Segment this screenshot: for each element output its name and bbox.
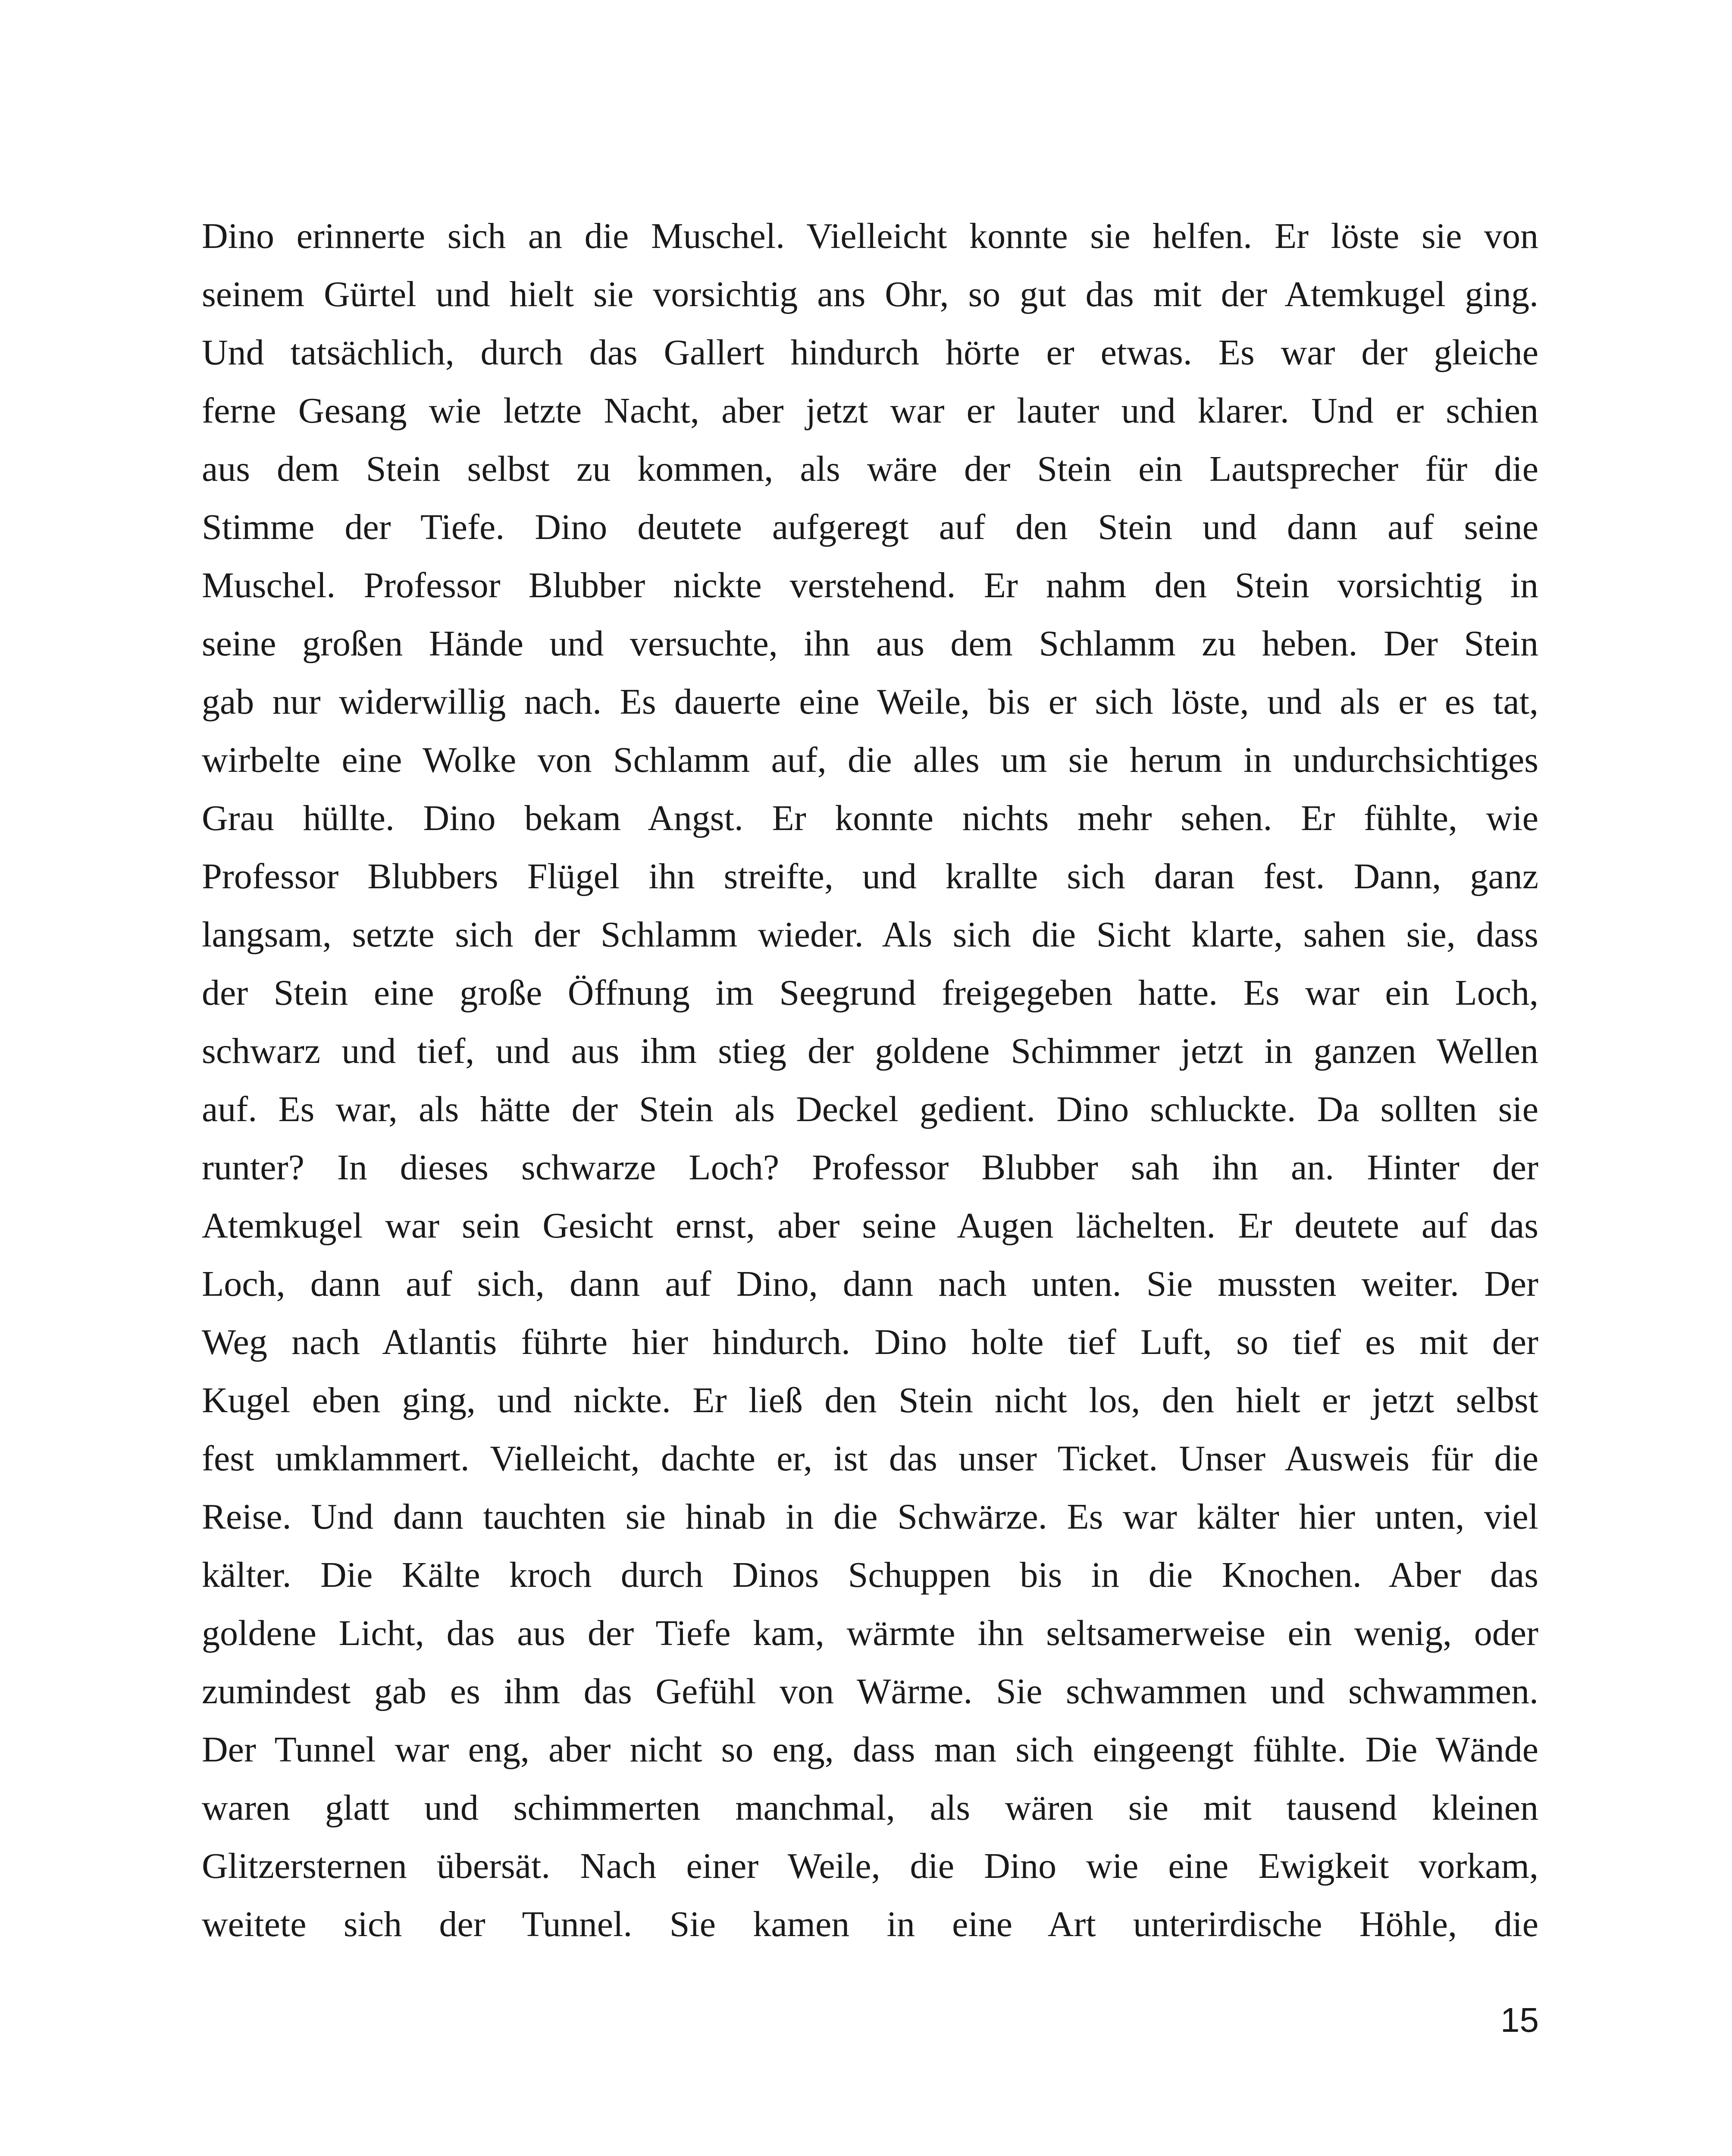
text-line: Reise. Und dann tauchten sie hinab in die Schwärze. Es war kälter hier unten, viel [202,1497,1538,1537]
text-line: waren glatt und schimmerten manchmal, als wären sie mit tausend kleinen [202,1788,1538,1828]
text-line: goldene Licht, das aus der Tiefe kam, wärmte ihn seltsamerweise ein wenig, oder [202,1613,1538,1653]
text-line: gab nur widerwillig nach. Es dauerte eine Weile, bis er sich löste, und als er es tat, [202,682,1538,722]
text-line: seine großen Hände und versuchte, ihn aus dem Schlamm zu heben. Der Stein [202,624,1538,664]
text-line: Kugel eben ging, und nickte. Er ließ den Stein nicht los, den hielt er jetzt selbst [202,1380,1538,1420]
text-line: der Stein eine große Öffnung im Seegrund freigegeben hatte. Es war ein Loch, [202,973,1538,1013]
text-line: Muschel. Professor Blubber nickte verstehend. Er nahm den Stein vorsichtig in [202,565,1538,605]
text-line: Und tatsächlich, durch das Gallert hindurch hörte er etwas. Es war der gleiche [202,332,1538,373]
text-line: Weg nach Atlantis führte hier hindurch. Dino holte tief Luft, so tief es mit der [202,1322,1538,1362]
page-number: 15 [1500,2001,1539,2039]
text-line: zumindest gab es ihm das Gefühl von Wärme. Sie schwammen und schwammen. [202,1671,1538,1711]
text-line: schwarz und tief, und aus ihm stieg der goldene Schimmer jetzt in ganzen Wellen [202,1031,1538,1071]
text-line: Atemkugel war sein Gesicht ernst, aber seine Augen lächelten. Er deutete auf das [202,1206,1538,1246]
text-line: auf. Es war, als hätte der Stein als Deckel gedient. Dino schluckte. Da sollten sie [202,1089,1538,1129]
text-line: fest umklammert. Vielleicht, dachte er, ist das unser Ticket. Unser Ausweis für die [202,1438,1538,1479]
text-line: weitete sich der Tunnel. Sie kamen in eine Art unterirdische Höhle, die [202,1904,1538,1944]
text-line: langsam, setzte sich der Schlamm wieder. Als sich die Sicht klarte, sahen sie, dass [202,915,1538,955]
text-line: Der Tunnel war eng, aber nicht so eng, dass man sich eingeengt fühlte. Die Wände [202,1730,1538,1770]
text-line: kälter. Die Kälte kroch durch Dinos Schuppen bis in die Knochen. Aber das [202,1555,1538,1595]
text-line: Grau hüllte. Dino bekam Angst. Er konnte nichts mehr sehen. Er fühlte, wie [202,798,1538,838]
text-line: Glitzersternen übersät. Nach einer Weile, die Dino wie eine Ewigkeit vorkam, [202,1846,1538,1886]
text-line: Dino erinnerte sich an die Muschel. Vielleicht konnte sie helfen. Er löste sie von [202,216,1538,256]
text-line: Professor Blubbers Flügel ihn streifte, und krallte sich daran fest. Dann, ganz [202,856,1538,896]
text-line: Stimme der Tiefe. Dino deutete aufgeregt auf den Stein und dann auf seine [202,507,1538,547]
body-text [202,207,1538,1953]
text-line: runter? In dieses schwarze Loch? Professor Blubber sah ihn an. Hinter der [202,1147,1538,1188]
text-line: Loch, dann auf sich, dann auf Dino, dann nach unten. Sie mussten weiter. Der [202,1264,1538,1304]
text-line: ferne Gesang wie letzte Nacht, aber jetzt war er lauter und klarer. Und er schien [202,391,1538,431]
text-line: seinem Gürtel und hielt sie vorsichtig ans Ohr, so gut das mit der Atemkugel ging. [202,274,1538,314]
text-line: wirbelte eine Wolke von Schlamm auf, die alles um sie herum in undurchsichtiges [202,740,1538,780]
text-line: aus dem Stein selbst zu kommen, als wäre der Stein ein Lautsprecher für die [202,449,1538,489]
